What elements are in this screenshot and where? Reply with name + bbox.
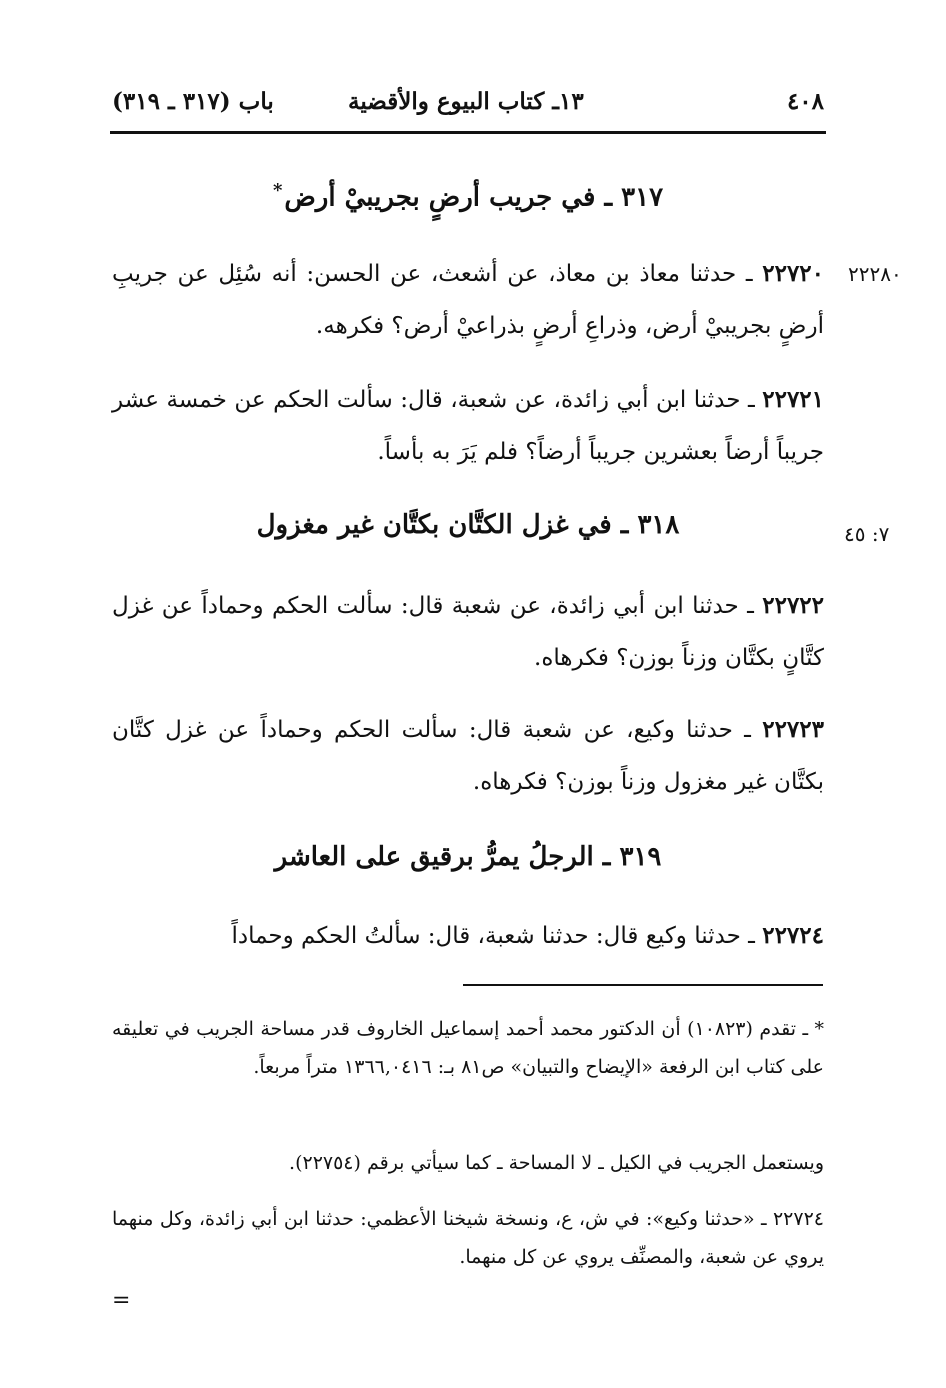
hadith-text: ـ حدثنا وكيع، عن شعبة قال: سألت الحكم وحماداً عن غزل كتَّان بكتَّان غير مغزول وزناً بوزن؟ فكرهاه. [112, 717, 824, 795]
hadith-number: ٢٢٧٢٠ [762, 260, 825, 287]
section-title-319: ٣١٩ ـ الرجلُ يمرُّ برقيق على العاشر [274, 842, 662, 872]
footnote-1: * ـ تقدم (١٠٨٢٣) أن الدكتور محمد أحمد إسماعيل الخاروف قدر مساحة الجريب في تعليقه على كتاب ابن الرفعة «الإيضاح والتبيان» ص٨١ بـ: ١٣٦٦,٠٤١٦ متراً مربعاً. [112, 1018, 824, 1078]
hadith-text: ـ حدثنا معاذ بن معاذ، عن أشعث، عن الحسن: أنه سُئِل عن جريبِ أرضٍ بجريبيْ أرض، وذراعِ أرضٍ بذراعيْ أرض؟ فكرهه. [112, 261, 824, 339]
margin-reference: ٧: ٤٥ [844, 522, 890, 546]
hadith-22724 [112, 910, 824, 962]
footnote-separator [463, 984, 823, 986]
footnote-2: ويستعمل الجريب في الكيل ـ لا المساحة ـ كما سيأتي برقم (٢٢٧٥٤). [289, 1152, 824, 1174]
book-title: ١٣ـ كتاب البيوع والأقضية [348, 88, 584, 115]
section-title-317: ٣١٧ ـ في جريب أرضٍ بجريبيْ أرض* [272, 180, 664, 213]
hadith-text: ـ حدثنا ابن أبي زائدة، عن شعبة، قال: سألت الحكم عن خمسة عشر جريباً أرضاً بعشرين جريباً أرضاً؟ فلم يَرَ به بأساً. [112, 387, 824, 465]
page-number: ٤٠٨ [786, 88, 824, 115]
hadith-text: ـ حدثنا وكيع قال: حدثنا شعبة، قال: سألتُ الحكم وحماداً [231, 923, 755, 949]
running-header [112, 88, 824, 124]
hadith-22722 [112, 580, 824, 684]
hadith-number: ٢٢٧٢٤ [762, 922, 824, 949]
footnote-marker: * [272, 180, 283, 201]
hadith-22721 [112, 374, 824, 478]
hadith-text: ـ حدثنا ابن أبي زائدة، عن شعبة قال: سألت الحكم وحماداً عن غزل كتَّانٍ بكتَّان وزناً بوزن؟ فكرهاه. [112, 593, 824, 671]
section-title-318: ٣١٨ ـ في غزل الكتَّان بكتَّان غير مغزول [256, 510, 680, 540]
margin-reference: ٢٢٢٨٠ [848, 262, 902, 286]
header-rule [110, 131, 826, 134]
footnote-3: ٢٢٧٢٤ ـ «حدثنا وكيع»: في ش، ع، ونسخة شيخنا الأعظمي: حدثنا ابن أبي زائدة، وكل منهما يروي عن شعبة، والمصنِّف يروي عن كل منهما. [112, 1208, 824, 1268]
hadith-number: ٢٢٧٢١ [762, 386, 825, 413]
chapter-range: باب (٣١٧ ـ ٣١٩) [112, 88, 274, 115]
continuation-mark: = [112, 1288, 131, 1313]
hadith-22723 [112, 704, 824, 808]
hadith-number: ٢٢٧٢٢ [762, 592, 825, 619]
hadith-number: ٢٢٧٢٣ [762, 716, 824, 743]
hadith-22720 [112, 248, 824, 352]
